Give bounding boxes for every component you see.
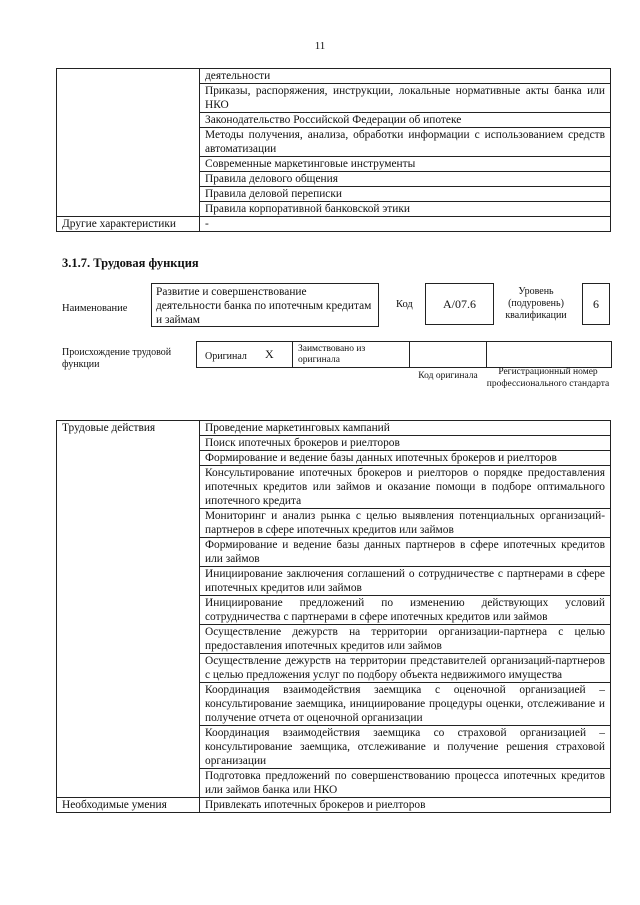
origin-box (196, 341, 612, 368)
labor-action-item: Координация взаимодействия заемщика с оценочной организацией – консультирование заемщика, инициирование процедуры оценки, отслеживание и получение отчета от оценочной организации (200, 683, 611, 726)
knowledge-item: Приказы, распоряжения, инструкции, локальные нормативные акты банка или НКО (200, 84, 611, 113)
origin-divider-3 (486, 342, 487, 367)
labor-action-item: Формирование и ведение базы данных ипотечных брокеров и риелторов (200, 451, 611, 466)
labor-action-item: Мониторинг и анализ рынка с целью выявления потенциальных организаций-партнеров в сфере ипотечных кредитов или займов (200, 509, 611, 538)
knowledge-item: деятельности (200, 69, 611, 84)
borrowed-label: Заимствовано из оригинала (298, 344, 366, 365)
origin-divider-2 (409, 342, 410, 367)
labor-action-item: Координация взаимодействия заемщика со страховой организацией – консультирование заемщика, отслеживание и получение решения страховой организации (200, 726, 611, 769)
original-mark: X (265, 347, 274, 361)
labor-actions-table (56, 420, 611, 813)
reg-number-caption: Регистрационный номер профессионального стандарта (486, 367, 610, 389)
origin-divider-1 (292, 342, 293, 367)
labor-action-item: Инициирование предложений по изменению действующих условий сотрудничества с партнерами в сфере ипотечных кредитов или займов (200, 596, 611, 625)
labor-action-item: Подготовка предложений по совершенствованию процесса ипотечных кредитов или займов банка или НКО (200, 769, 611, 798)
knowledge-item: Современные маркетинговые инструменты (200, 157, 611, 172)
labor-action-item: Осуществление дежурств на территории организации-партнера с целью предоставления ипотечных кредитов или займов (200, 625, 611, 654)
code-value: A/07.6 (443, 297, 476, 311)
skills-label: Необходимые умения (57, 798, 200, 813)
knowledge-item: Правила делового общения (200, 172, 611, 187)
labor-action-item: Поиск ипотечных брокеров и риелторов (200, 436, 611, 451)
knowledge-item: Законодательство Российской Федерации об ипотеке (200, 113, 611, 128)
origin-label: Происхождение трудовой функции (62, 347, 172, 370)
labor-action-item: Проведение маркетинговых кампаний (200, 421, 611, 436)
labor-actions-label: Трудовые действия (57, 421, 200, 798)
knowledge-item: Методы получения, анализа, обработки информации с использованием средств автоматизации (200, 128, 611, 157)
knowledge-item: Правила деловой переписки (200, 187, 611, 202)
labor-action-item: Инициирование заключения соглашений о сотрудничестве с партнерами в сфере ипотечных кредитов или займов (200, 567, 611, 596)
section-title: 3.1.7. Трудовая функция (62, 256, 199, 270)
skill-item: Привлекать ипотечных брокеров и риелторов (200, 798, 611, 813)
knowledge-table (56, 68, 611, 232)
code-box (425, 283, 494, 325)
function-name-value: Развитие и совершенствование деятельности банка по ипотечным кредитам и займам (156, 286, 372, 326)
page-number: 11 (314, 40, 326, 52)
level-box (582, 283, 610, 325)
other-characteristics-label: Другие характеристики (57, 217, 200, 232)
labor-action-item: Осуществление дежурств на территории представителей организаций-партнеров с целью предложения услуг по подбору объекта недвижимого имущества (200, 654, 611, 683)
labor-action-item: Формирование и ведение базы данных партнеров в сфере ипотечных кредитов или займов (200, 538, 611, 567)
original-label: Оригинал (205, 351, 247, 362)
code-original-caption: Код оригинала (418, 371, 478, 381)
knowledge-label-cell (57, 69, 200, 217)
code-label: Код (396, 299, 413, 310)
other-characteristics-value: - (200, 217, 611, 232)
knowledge-item: Правила корпоративной банковской этики (200, 202, 611, 217)
labor-action-item: Консультирование ипотечных брокеров и риелторов о порядке предоставления ипотечных кредитов или займов и оказание помощи в подборе оптимального ипотечного кредита (200, 466, 611, 509)
level-value: 6 (593, 297, 599, 311)
name-label: Наименование (62, 303, 128, 314)
level-label: Уровень (подуровень) квалификации (505, 286, 567, 321)
function-name-box (151, 283, 379, 327)
